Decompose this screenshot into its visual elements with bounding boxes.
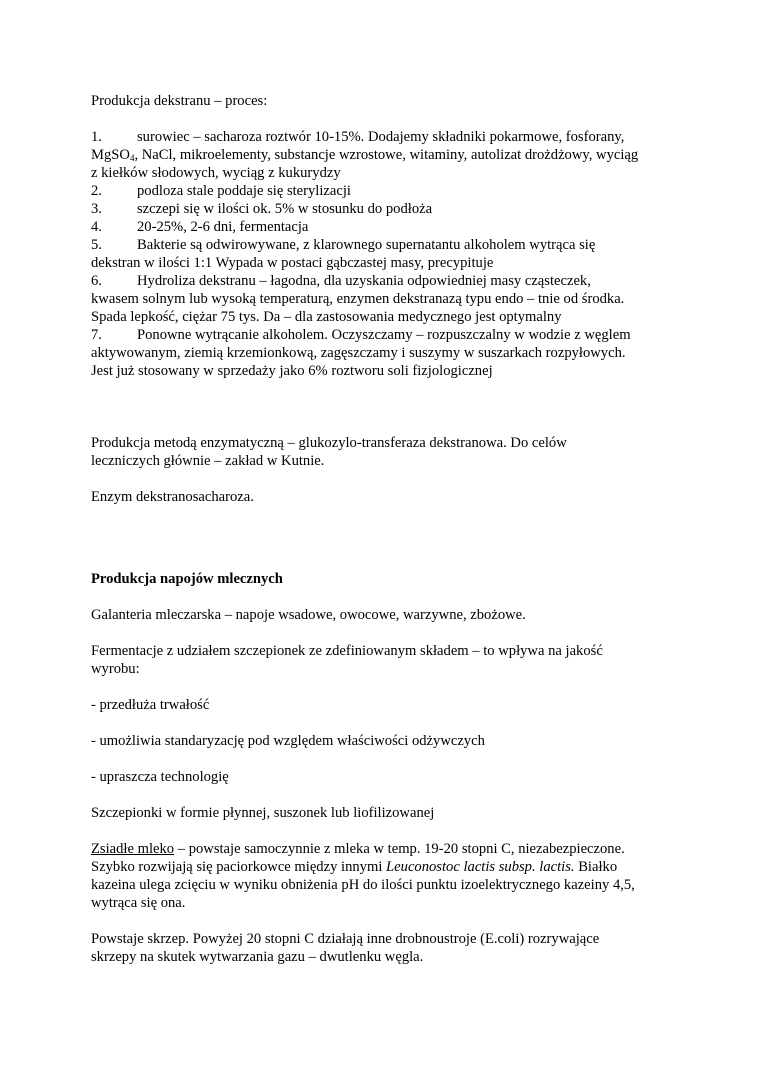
- list-text: 20-25%, 2-6 dni, fermentacja: [137, 219, 309, 235]
- document-body: [91, 92, 671, 966]
- bullet-item: - upraszcza technologię: [91, 769, 229, 785]
- list-text: dekstran w ilości 1:1 Wypada w postaci gąbczastej masy, precypituje: [91, 255, 494, 271]
- list-text: Jest już stosowany w sprzedaży jako 6% roztworu soli fizjologicznej: [91, 363, 493, 379]
- list-number: 2.: [91, 183, 102, 199]
- list-number: 3.: [91, 201, 102, 217]
- list-text: surowiec – sacharoza roztwór 10-15%. Dodajemy składniki pokarmowe, fosforany,: [137, 129, 625, 145]
- paragraph-enzyme: Enzym dekstranosacharoza.: [91, 489, 254, 505]
- paragraph-zsiadle-line: kazeina ulega zcięciu w wyniku obniżenia pH do ilości punktu izoelektrycznego kazeiny 4,5,: [91, 877, 635, 893]
- list-text: Ponowne wytrącanie alkoholem. Oczyszczamy – rozpuszczalny w wodzie z węglem: [137, 327, 631, 343]
- list-item: [91, 200, 671, 218]
- section-title-dextran: Produkcja dekstranu – proces:: [91, 93, 268, 109]
- list-item: [91, 236, 671, 272]
- paragraph-szczepionki: Szczepionki w formie płynnej, suszonek lub liofilizowanej: [91, 805, 435, 821]
- bullet-item: - przedłuża trwałość: [91, 697, 210, 713]
- species-name: Leuconostoc lactis subsp. lactis.: [386, 859, 575, 875]
- list-text: Bakterie są odwirowywane, z klarownego supernatantu alkoholem wytrąca się: [137, 237, 596, 253]
- paragraph-zsiadle-line: [91, 840, 671, 858]
- paragraph-zsiadle-line: wytrąca się ona.: [91, 895, 186, 911]
- paragraph-zsiadle-line: [91, 858, 671, 876]
- section-heading-milk-drinks: Produkcja napojów mlecznych: [91, 571, 283, 587]
- list-number: 1.: [91, 129, 102, 145]
- paragraph-fermentation: wyrobu:: [91, 661, 140, 677]
- paragraph-skrzep: Powstaje skrzep. Powyżej 20 stopni C działają inne drobnoustroje (E.coli) rozrywające: [91, 931, 600, 947]
- list-number: 4.: [91, 219, 102, 235]
- paragraph-enzymatic: Produkcja metodą enzymatyczną – glukozylo-transferaza dekstranowa. Do celów: [91, 435, 567, 451]
- list-item: [91, 272, 671, 326]
- list-text: z kiełków słodowych, wyciąg z kukurydzy: [91, 165, 341, 181]
- list-item: [91, 182, 671, 200]
- paragraph-skrzep: skrzepy na skutek wytwarzania gazu – dwutlenku węgla.: [91, 949, 424, 965]
- list-item: [91, 218, 671, 236]
- list-item: [91, 326, 671, 380]
- paragraph-text: Białko: [574, 859, 618, 875]
- list-number: 5.: [91, 237, 102, 253]
- list-text: , NaCl, mikroelementy, substancje wzrostowe, witaminy, autolizat drożdżowy, wyciąg: [134, 147, 639, 163]
- bullet-item: - umożliwia standaryzację pod względem właściwości odżywczych: [91, 733, 485, 749]
- paragraph-enzymatic: leczniczych głównie – zakład w Kutnie.: [91, 453, 325, 469]
- list-item: [91, 128, 671, 182]
- paragraph-galanteria: Galanteria mleczarska – napoje wsadowe, owocowe, warzywne, zbożowe.: [91, 607, 526, 623]
- list-text: podloza stale poddaje się sterylizacji: [137, 183, 351, 199]
- list-text: szczepi się w ilości ok. 5% w stosunku do podłoża: [137, 201, 433, 217]
- term-zsiadle-mleko: Zsiadłe mleko: [91, 841, 175, 857]
- list-number: 7.: [91, 327, 102, 343]
- list-text: kwasem solnym lub wysoką temperaturą, enzymen dekstranazą typu endo – tnie od środka.: [91, 291, 625, 307]
- list-text: Hydroliza dekstranu – łagodna, dla uzyskania odpowiedniej masy cząsteczek,: [137, 273, 591, 289]
- subscript: 4: [129, 153, 135, 163]
- list-text: Spada lepkość, ciężar 75 tys. Da – dla zastosowania medycznego jest optymalny: [91, 309, 562, 325]
- list-text: MgSO: [91, 147, 130, 163]
- list-text: aktywowanym, ziemią krzemionkową, zagęszczamy i suszymy w suszarkach rozpyłowych.: [91, 345, 626, 361]
- paragraph-text: Szybko rozwijają się paciorkowce między innymi: [91, 859, 387, 875]
- list-number: 6.: [91, 273, 102, 289]
- paragraph-fermentation: Fermentacje z udziałem szczepionek ze zdefiniowanym składem – to wpływa na jakość: [91, 643, 603, 659]
- paragraph-text: – powstaje samoczynnie z mleka w temp. 19-20 stopni C, niezabezpieczone.: [174, 841, 625, 857]
